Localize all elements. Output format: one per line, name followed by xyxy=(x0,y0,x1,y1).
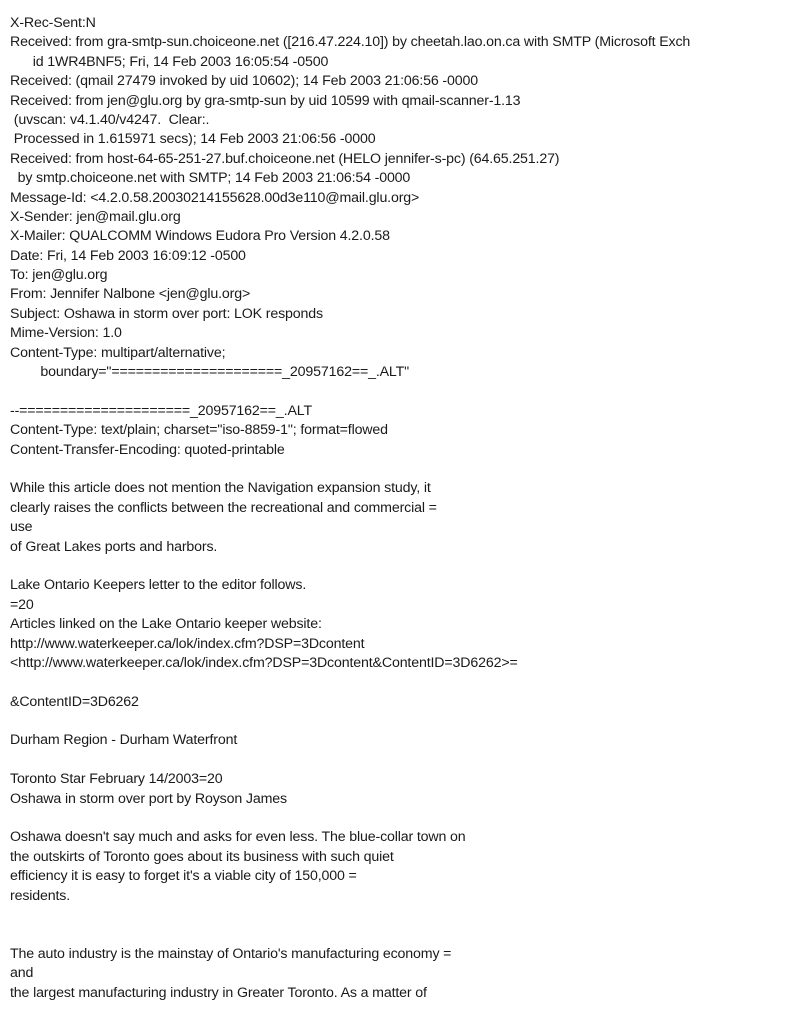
body-paragraph xyxy=(10,479,780,557)
body-line: While this article does not mention the Navigation expansion study, it xyxy=(10,480,431,497)
url-line: <http://www.waterkeeper.ca/lok/index.cfm?DSP=3Dcontent&ContentID=3D6262>= xyxy=(10,654,518,671)
header-line: Received: (qmail 27479 invoked by uid 10602); 14 Feb 2003 21:06:56 -0000 xyxy=(10,73,478,90)
header-line: (uvscan: v4.1.40/v4247. Clear:. xyxy=(10,111,210,128)
body-line: residents. xyxy=(10,887,71,904)
blank-line xyxy=(10,673,780,692)
part-header-line: Content-Type: text/plain; charset="iso-8859-1"; format=flowed xyxy=(10,422,388,439)
body-line: Lake Ontario Keepers letter to the editor follows. xyxy=(10,577,307,594)
header-line: X-Rec-Sent:N xyxy=(10,15,96,31)
header-line: Received: from host-64-65-251-27.buf.choiceone.net (HELO jennifer-s-pc) (64.65.251.27) xyxy=(10,150,560,167)
body-line: &ContentID=3D6262 xyxy=(10,693,139,710)
body-line: the largest manufacturing industry in Greater Toronto. As a matter of xyxy=(10,984,427,1001)
blank-line xyxy=(10,557,780,576)
part-header-line: --=====================_20957162==_.ALT xyxy=(10,402,312,419)
part-header-line: Content-Transfer-Encoding: quoted-printable xyxy=(10,441,285,458)
body-paragraph xyxy=(10,770,780,809)
blank-line xyxy=(10,809,780,828)
header-line: X-Sender: jen@mail.glu.org xyxy=(10,208,181,225)
header-line: Mime-Version: 1.0 xyxy=(10,325,122,342)
body-paragraph xyxy=(10,828,780,906)
header-line: Received: from gra-smtp-sun.choiceone.net ([216.47.224.10]) by cheetah.lao.on.ca with SMTP (Microsoft Exch xyxy=(10,34,691,51)
body-line: of Great Lakes ports and harbors. xyxy=(10,538,218,555)
header-line: From: Jennifer Nalbone <jen@glu.org> xyxy=(10,286,251,303)
mime-part-headers xyxy=(10,402,780,460)
body-paragraph xyxy=(10,576,780,673)
article-byline: Oshawa in storm over port by Royson James xyxy=(10,790,287,807)
header-line: id 1WR4BNF5; Fri, 14 Feb 2003 16:05:54 -0500 xyxy=(10,53,329,70)
body-line: The auto industry is the mainstay of Ontario's manufacturing economy = xyxy=(10,945,452,962)
header-line: Received: from jen@glu.org by gra-smtp-sun by uid 10599 with qmail-scanner-1.13 xyxy=(10,92,521,109)
header-line: X-Mailer: QUALCOMM Windows Eudora Pro Version 4.2.0.58 xyxy=(10,228,390,245)
header-line: Content-Type: multipart/alternative; xyxy=(10,344,226,361)
email-document xyxy=(10,14,780,1003)
header-line: Message-Id: <4.2.0.58.20030214155628.00d3e110@mail.glu.org> xyxy=(10,189,420,206)
blank-line xyxy=(10,751,780,770)
body-line: use xyxy=(10,519,33,536)
body-paragraph xyxy=(10,731,780,750)
body-line: efficiency it is easy to forget it's a viable city of 150,000 = xyxy=(10,868,357,885)
blank-line xyxy=(10,382,780,401)
blank-line xyxy=(10,460,780,479)
blank-line xyxy=(10,712,780,731)
header-line: boundary="=====================_20957162==_.ALT" xyxy=(10,364,410,381)
header-line: Subject: Oshawa in storm over port: LOK responds xyxy=(10,305,323,322)
header-line: To: jen@glu.org xyxy=(10,267,108,284)
blank-line xyxy=(10,906,780,945)
header-line: Date: Fri, 14 Feb 2003 16:09:12 -0500 xyxy=(10,247,246,264)
header-line: Processed in 1.615971 secs); 14 Feb 2003 21:06:56 -0000 xyxy=(10,131,376,148)
body-paragraph xyxy=(10,945,780,1003)
body-line: the outskirts of Toronto goes about its business with such quiet xyxy=(10,848,394,865)
header-line: by smtp.choiceone.net with SMTP; 14 Feb 2003 21:06:54 -0000 xyxy=(10,170,411,187)
body-line: clearly raises the conflicts between the recreational and commercial = xyxy=(10,499,437,516)
body-line: Oshawa doesn't say much and asks for even less. The blue-collar town on xyxy=(10,829,466,846)
body-line: and xyxy=(10,965,34,982)
body-line: =20 xyxy=(10,596,34,613)
email-headers xyxy=(10,14,780,382)
body-paragraph xyxy=(10,693,780,712)
body-line: Toronto Star February 14/2003=20 xyxy=(10,771,223,788)
body-line: Durham Region - Durham Waterfront xyxy=(10,732,238,749)
body-line: Articles linked on the Lake Ontario keeper website: xyxy=(10,616,322,633)
url-line: http://www.waterkeeper.ca/lok/index.cfm?DSP=3Dcontent xyxy=(10,635,365,652)
